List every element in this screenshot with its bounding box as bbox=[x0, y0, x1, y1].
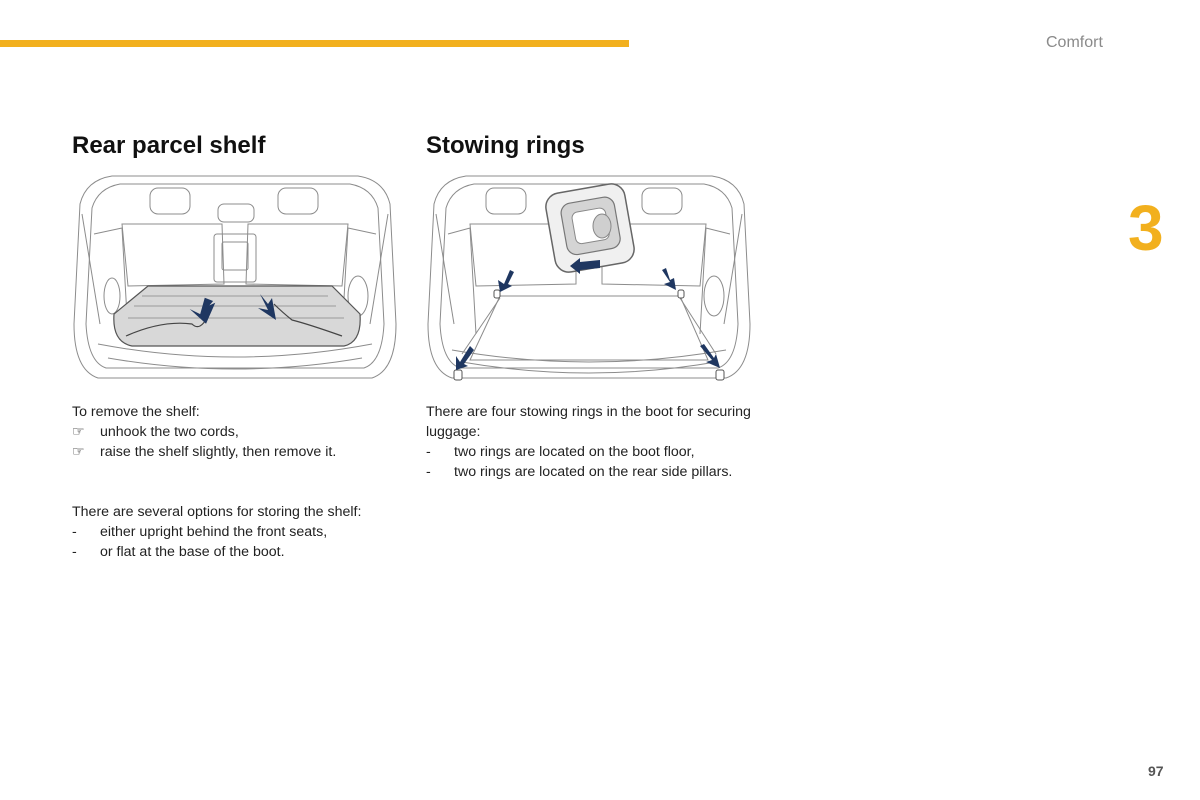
header-accent-bar bbox=[0, 40, 629, 47]
list-item bbox=[72, 542, 402, 562]
dash-icon: - bbox=[72, 544, 77, 560]
storage-intro: There are several options for storing the shelf: bbox=[72, 504, 362, 520]
ring-location-text: two rings are located on the rear side pillars. bbox=[454, 464, 733, 480]
step-text: raise the shelf slightly, then remove it. bbox=[100, 444, 337, 460]
rings-list bbox=[426, 442, 756, 482]
ring-location-text: two rings are located on the boot floor, bbox=[454, 444, 695, 460]
stowing-rings-illustration bbox=[426, 174, 752, 392]
list-item bbox=[72, 422, 402, 442]
step-text: unhook the two cords, bbox=[100, 424, 239, 440]
dash-icon: - bbox=[426, 464, 431, 480]
parcel-shelf-illustration bbox=[72, 174, 398, 392]
page-number: 97 bbox=[1148, 763, 1164, 779]
pointing-hand-icon: ☞ bbox=[72, 444, 85, 460]
list-item bbox=[426, 442, 756, 462]
section-title: Comfort bbox=[1046, 34, 1103, 51]
pointing-hand-icon: ☞ bbox=[72, 424, 85, 440]
rear-parcel-shelf-text bbox=[72, 402, 402, 562]
remove-intro: To remove the shelf: bbox=[72, 404, 200, 420]
list-item bbox=[72, 442, 402, 462]
dash-icon: - bbox=[72, 524, 77, 540]
stowing-rings-heading: Stowing rings bbox=[426, 132, 585, 159]
stowing-rings-text bbox=[426, 402, 756, 482]
chapter-number: 3 bbox=[1128, 192, 1164, 264]
list-item bbox=[426, 462, 756, 482]
rear-parcel-shelf-heading: Rear parcel shelf bbox=[72, 132, 266, 159]
option-text: or flat at the base of the boot. bbox=[100, 544, 285, 560]
dash-icon: - bbox=[426, 444, 431, 460]
list-item bbox=[72, 522, 402, 542]
stowing-rings-section bbox=[426, 128, 756, 480]
rings-intro: There are four stowing rings in the boot for securing luggage: bbox=[426, 404, 751, 440]
rear-parcel-shelf-section bbox=[72, 128, 402, 560]
storage-options-list bbox=[72, 522, 402, 562]
option-text: either upright behind the front seats, bbox=[100, 524, 328, 540]
remove-steps-list bbox=[72, 422, 402, 462]
